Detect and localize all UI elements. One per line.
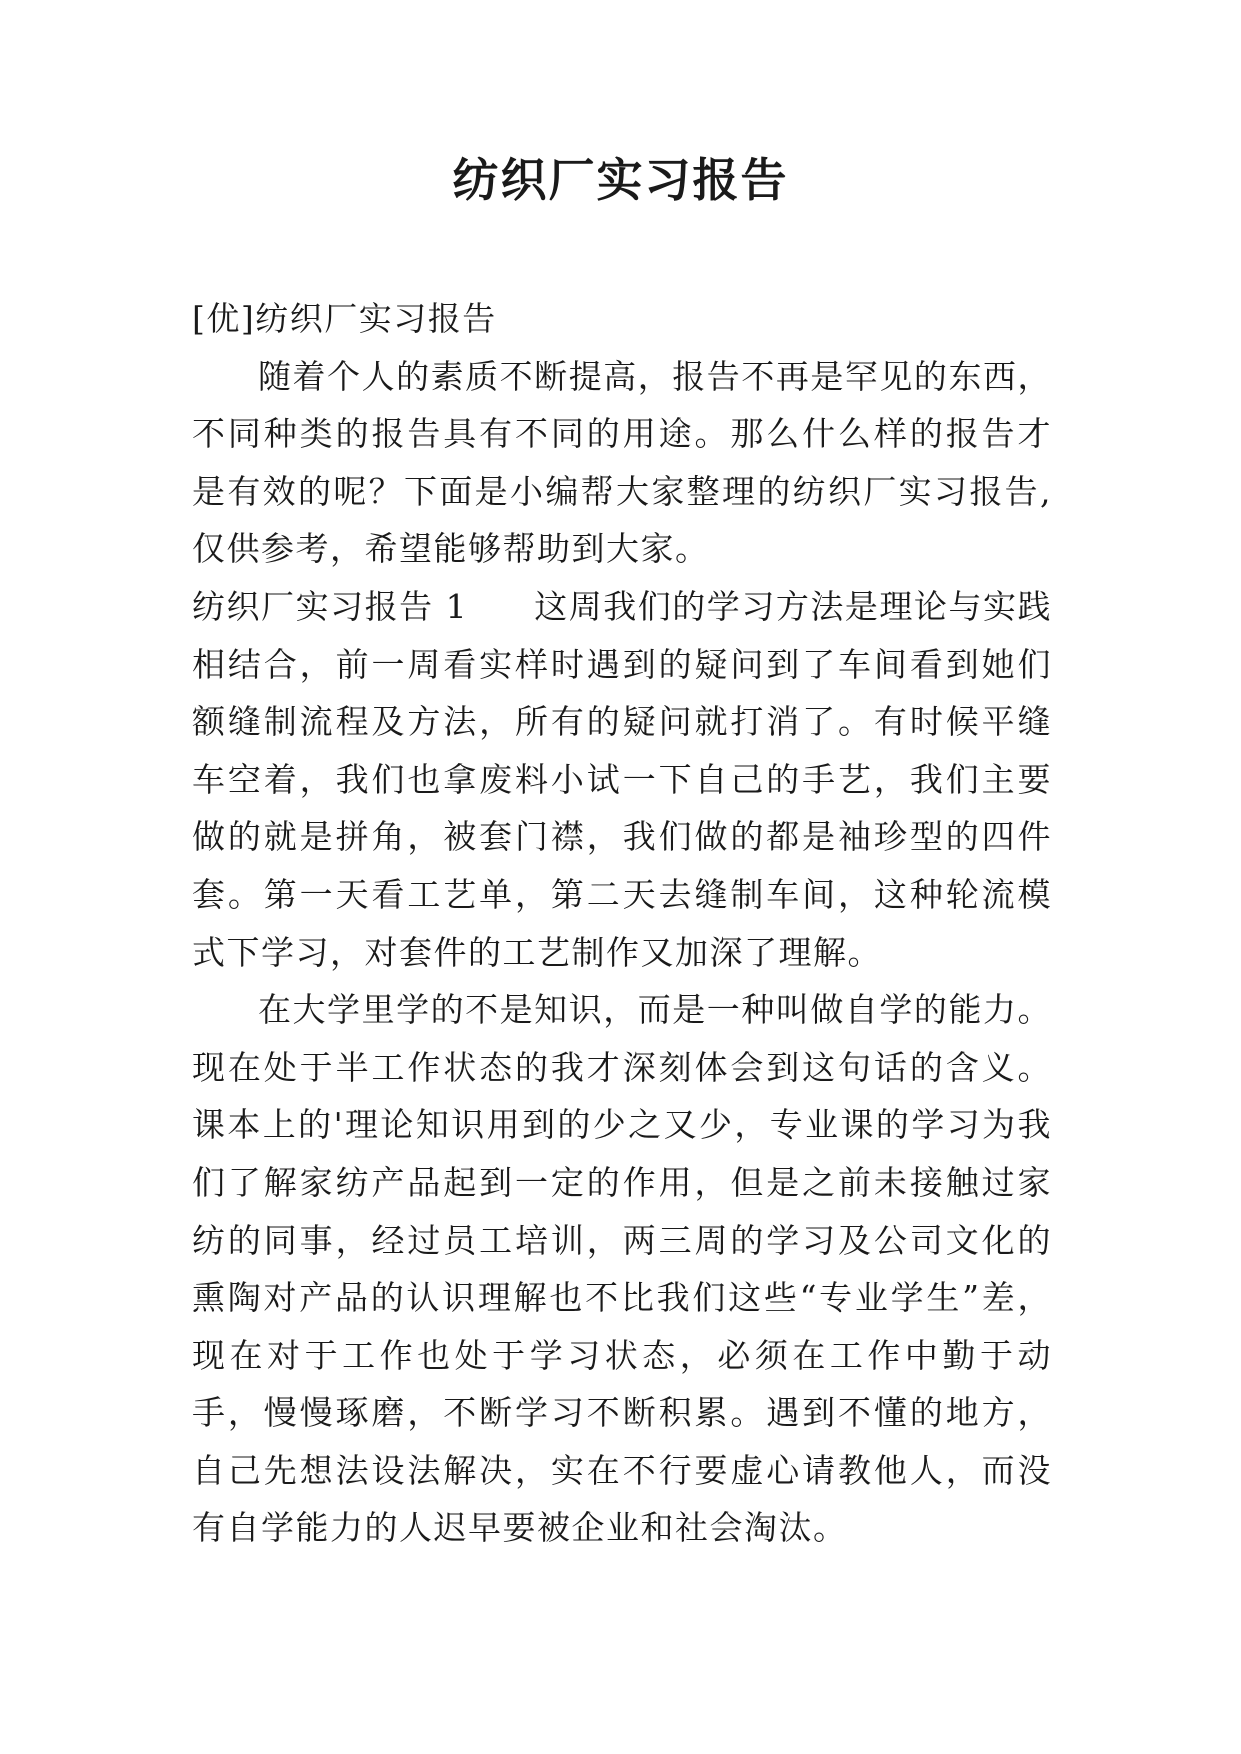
report-1-paragraph xyxy=(192,578,1052,981)
document-subtitle: [优]纺织厂实习报告 xyxy=(192,299,497,338)
intro-paragraph: 随着个人的素质不断提高，报告不再是罕见的东西，不同种类的报告具有不同的用途。那么什么样的报告才是有效的呢？下面是小编帮大家整理的纺织厂实习报告,仅供参考，希望能够帮助到大家。 xyxy=(192,356,1052,569)
second-paragraph: 在大学里学的不是知识，而是一种叫做自学的能力。现在处于半工作状态的我才深刻体会到这句话的含义。课本上的'理论知识用到的少之又少，专业课的学习为我们了解家纺产品起到一定的作用，但是之前未接触过家纺的同事，经过员工培训，两三周的学习及公司文化的熏陶对产品的认识理解也不比我们这些“专业学生”差，现在对于工作也处于学习状态，必须在工作中勤于动手，慢慢琢磨，不断学习不断积累。遇到不懂的地方，自己先想法设法解决，实在不行要虚心请教他人，而没有自学能力的人迟早要被企业和社会淘汰。 xyxy=(192,990,1052,1548)
report-1-heading: 纺织厂实习报告 1 xyxy=(192,586,469,626)
report-1-text: 这周我们的学习方法是理论与实践相结合，前一周看实样时遇到的疑问到了车间看到她们额缝制流程及方法，所有的疑问就打消了。有时候平缝车空着，我们也拿废料小试一下自己的手艺，我们主要做的就是拼角，被套门襟，我们做的都是袖珍型的四件套。第一天看工艺单，第二天去缝制车间，这种轮流模式下学习，对套件的工艺制作又加深了理解。 xyxy=(192,586,1052,972)
document-title: 纺织厂实习报告 xyxy=(452,153,789,207)
document-body xyxy=(192,290,1052,1557)
